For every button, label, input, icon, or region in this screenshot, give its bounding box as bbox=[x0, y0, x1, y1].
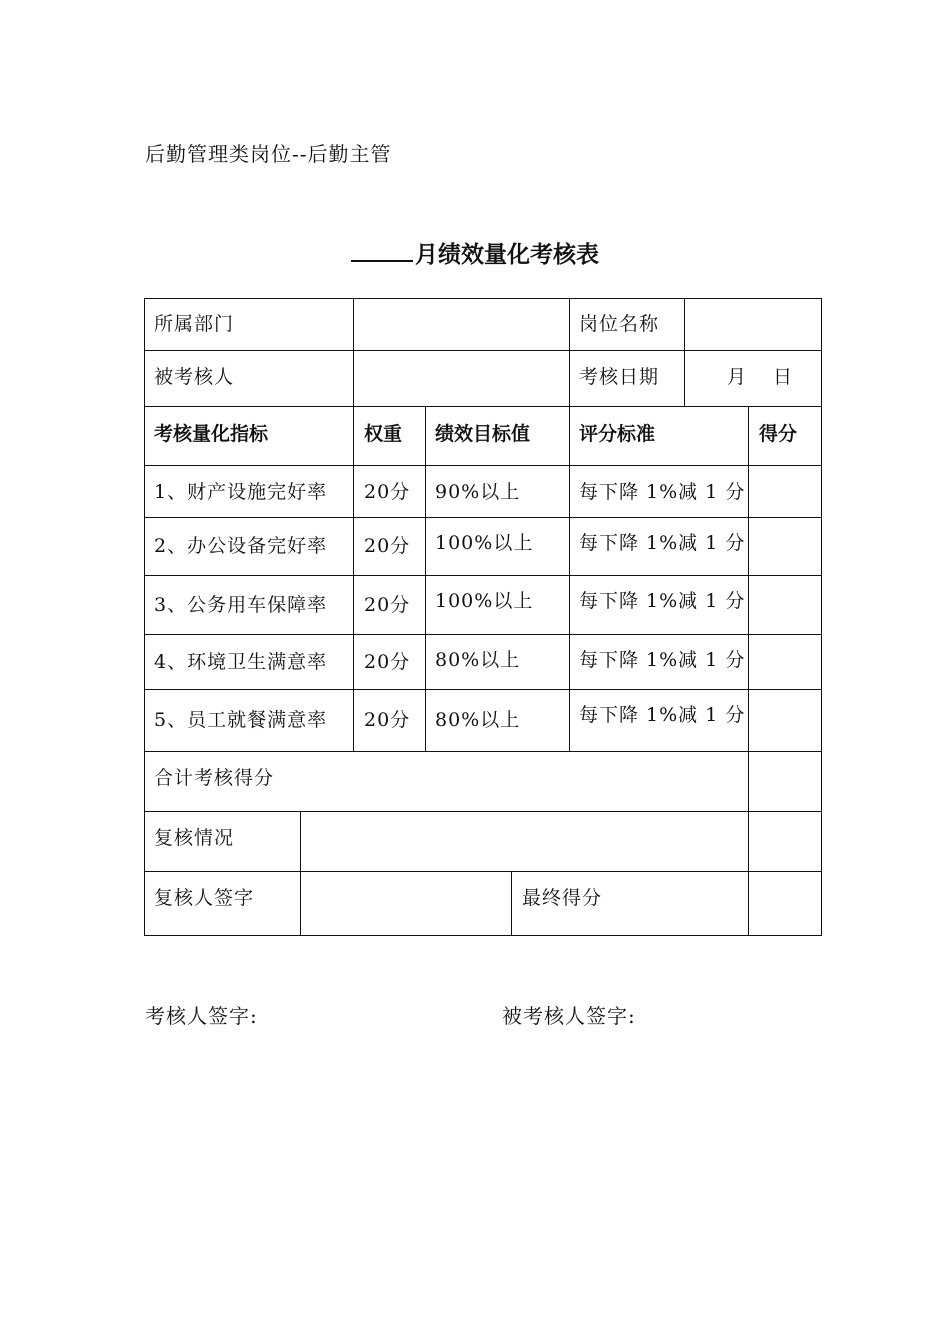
review-label: 复核情况 bbox=[154, 827, 235, 849]
header-weight: 权重 bbox=[364, 423, 403, 445]
row-score-field[interactable] bbox=[749, 518, 821, 575]
document-heading: 后勤管理类岗位--后勤主管 bbox=[145, 142, 392, 166]
date-day[interactable]: 日 bbox=[773, 366, 794, 388]
row-standard: 每下降 1%减 1 分 bbox=[579, 704, 746, 726]
header-standard: 评分标准 bbox=[579, 423, 656, 445]
table-line bbox=[144, 575, 822, 576]
row-indicator: 1、财产设施完好率 bbox=[154, 481, 328, 503]
row-target: 80%以上 bbox=[435, 649, 521, 671]
row-score-field[interactable] bbox=[749, 635, 821, 689]
final-score-label: 最终得分 bbox=[522, 887, 603, 909]
table-line bbox=[569, 298, 570, 752]
review-field[interactable] bbox=[301, 812, 748, 871]
form-title bbox=[0, 236, 950, 269]
position-label: 岗位名称 bbox=[579, 313, 660, 335]
final-score-field[interactable] bbox=[749, 872, 821, 935]
row-target: 80%以上 bbox=[435, 709, 521, 731]
header-score: 得分 bbox=[759, 423, 798, 445]
header-indicator: 考核量化指标 bbox=[154, 423, 269, 445]
row-weight: 20分 bbox=[364, 709, 411, 731]
table-line bbox=[144, 465, 822, 466]
table-line bbox=[144, 751, 822, 752]
row-standard: 每下降 1%减 1 分 bbox=[579, 649, 746, 671]
row-indicator: 5、员工就餐满意率 bbox=[154, 709, 328, 731]
row-indicator: 4、环境卫生满意率 bbox=[154, 651, 328, 673]
table-line bbox=[144, 689, 822, 690]
total-score-label: 合计考核得分 bbox=[154, 767, 275, 789]
table-line bbox=[425, 406, 426, 752]
row-target: 100%以上 bbox=[435, 532, 534, 554]
row-weight: 20分 bbox=[364, 481, 411, 503]
row-standard: 每下降 1%减 1 分 bbox=[579, 590, 746, 612]
department-field[interactable] bbox=[354, 299, 569, 350]
department-label: 所属部门 bbox=[154, 313, 235, 335]
header-target: 绩效目标值 bbox=[435, 423, 531, 445]
row-weight: 20分 bbox=[364, 535, 411, 557]
reviewer-sign-field[interactable] bbox=[301, 872, 511, 935]
date-month[interactable]: 月 bbox=[727, 366, 748, 388]
table-border-right bbox=[821, 298, 822, 936]
appraisee-signature-label: 被考核人签字: bbox=[502, 1004, 636, 1028]
row-target: 90%以上 bbox=[435, 481, 521, 503]
table-line bbox=[144, 406, 822, 407]
month-blank[interactable] bbox=[351, 238, 413, 262]
table-line bbox=[144, 517, 822, 518]
row-indicator: 2、办公设备完好率 bbox=[154, 535, 328, 557]
table-border-left bbox=[144, 298, 145, 936]
appraisee-label: 被考核人 bbox=[154, 366, 235, 388]
row-standard: 每下降 1%减 1 分 bbox=[579, 481, 746, 503]
row-standard: 每下降 1%减 1 分 bbox=[579, 532, 746, 554]
row-target: 100%以上 bbox=[435, 590, 534, 612]
date-label: 考核日期 bbox=[579, 366, 660, 388]
row-weight: 20分 bbox=[364, 651, 411, 673]
position-field[interactable] bbox=[685, 299, 821, 350]
row-score-field[interactable] bbox=[749, 576, 821, 634]
table-line bbox=[511, 871, 512, 936]
row-score-field[interactable] bbox=[749, 466, 821, 517]
appraisee-field[interactable] bbox=[354, 351, 569, 406]
total-score-field[interactable] bbox=[749, 752, 821, 811]
row-weight: 20分 bbox=[364, 594, 411, 616]
row-indicator: 3、公务用车保障率 bbox=[154, 594, 328, 616]
form-title-text: 月绩效量化考核表 bbox=[415, 242, 599, 268]
table-border-bottom bbox=[144, 935, 822, 936]
appraiser-signature-label: 考核人签字: bbox=[145, 1004, 258, 1028]
table-line bbox=[144, 634, 822, 635]
reviewer-sign-label: 复核人签字 bbox=[154, 887, 255, 909]
row-score-field[interactable] bbox=[749, 690, 821, 751]
